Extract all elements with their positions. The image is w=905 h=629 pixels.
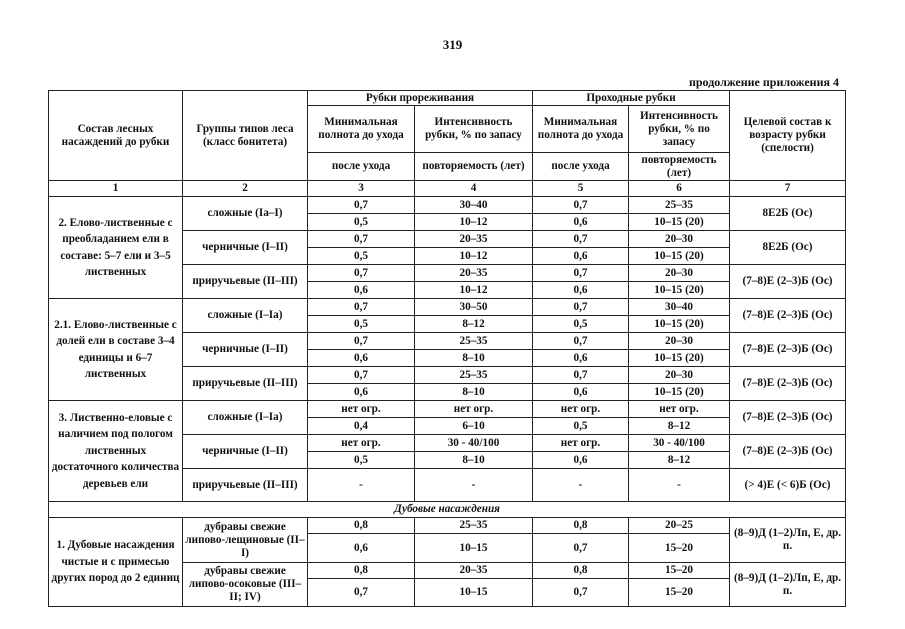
value-cell: 20–30 — [629, 367, 730, 384]
value-cell: 0,5 — [308, 214, 415, 231]
col-number: 2 — [183, 181, 308, 197]
value-cell: 0,6 — [308, 384, 415, 401]
value-cell: 20–30 — [629, 333, 730, 350]
col-number: 5 — [533, 181, 629, 197]
forest-type-cell: дубравы свежие липово-лещиновые (II–I) — [183, 518, 308, 563]
value-cell: - — [415, 469, 533, 502]
target-cell: (7–8)Е (2–3)Б (Ос) — [730, 435, 846, 469]
value-cell: 0,6 — [308, 282, 415, 299]
value-cell: 10–15 (20) — [629, 248, 730, 265]
value-cell: 10–15 — [415, 579, 533, 607]
value-cell: 25–35 — [415, 333, 533, 350]
value-cell: 25–35 — [415, 518, 533, 534]
value-cell: 0,7 — [533, 367, 629, 384]
value-cell: 20–35 — [415, 563, 533, 579]
value-cell: 8–12 — [629, 452, 730, 469]
target-cell: (7–8)Е (2–3)Б (Ос) — [730, 367, 846, 401]
target-cell: (8–9)Д (1–2)Лп, Е, др. п. — [730, 518, 846, 563]
forest-type-cell: приручьевые (II–III) — [183, 367, 308, 401]
value-cell: нет огр. — [533, 435, 629, 452]
composition-cell: 2.1. Елово-лиственные с долей ели в составе 3–4 единицы и 6–7 лиственных — [49, 299, 183, 401]
value-cell: 0,8 — [308, 518, 415, 534]
value-cell: 10–15 (20) — [629, 214, 730, 231]
value-cell: 8–10 — [415, 350, 533, 367]
value-cell: 15–20 — [629, 534, 730, 563]
forest-care-table — [48, 90, 846, 607]
value-cell: 30 - 40/100 — [629, 435, 730, 452]
value-cell: 10–15 (20) — [629, 384, 730, 401]
target-cell: (7–8)Е (2–3)Б (Ос) — [730, 401, 846, 435]
value-cell: 0,7 — [308, 265, 415, 282]
value-cell: 20–35 — [415, 265, 533, 282]
value-cell: 0,7 — [533, 579, 629, 607]
value-cell: 0,7 — [308, 197, 415, 214]
value-cell: 30–50 — [415, 299, 533, 316]
header-forest-groups: Группы типов леса (класс бонитета) — [183, 91, 308, 181]
forest-type-cell: дубравы свежие липово-осоковые (III–II; IV) — [183, 563, 308, 607]
value-cell: 0,7 — [308, 579, 415, 607]
value-cell: 6–10 — [415, 418, 533, 435]
value-cell: - — [629, 469, 730, 502]
value-cell: 0,5 — [308, 248, 415, 265]
composition-cell: 1. Дубовые насаждения чистые и с примесью других пород до 2 единиц — [49, 518, 183, 607]
forest-type-cell: сложные (Ia–I) — [183, 197, 308, 231]
value-cell: 30–40 — [629, 299, 730, 316]
value-cell: 0,8 — [533, 518, 629, 534]
value-cell: 0,5 — [308, 316, 415, 333]
forest-type-cell: сложные (I–Ia) — [183, 401, 308, 435]
value-cell: 0,8 — [533, 563, 629, 579]
header-intensity: Интенсивность рубки, % по запасу — [415, 106, 533, 153]
value-cell: 30 - 40/100 — [415, 435, 533, 452]
value-cell: 0,7 — [533, 197, 629, 214]
header-intensity: Интенсивность рубки, % по запасу — [629, 106, 730, 153]
value-cell: 0,5 — [533, 316, 629, 333]
value-cell: 20–35 — [415, 231, 533, 248]
section-title: Дубовые насаждения — [49, 502, 846, 518]
header-passing: Проходные рубки — [533, 91, 730, 106]
value-cell: 10–12 — [415, 282, 533, 299]
header-min-density: Минимальная полнота до ухода — [308, 106, 415, 153]
value-cell: 0,6 — [308, 534, 415, 563]
target-cell: (> 4)Е (< 6)Б (Ос) — [730, 469, 846, 502]
value-cell: 8–12 — [629, 418, 730, 435]
value-cell: 0,7 — [533, 265, 629, 282]
value-cell: нет огр. — [415, 401, 533, 418]
value-cell: 8–10 — [415, 452, 533, 469]
value-cell: 0,6 — [533, 384, 629, 401]
value-cell: 0,7 — [533, 534, 629, 563]
value-cell: 0,6 — [308, 350, 415, 367]
value-cell: нет огр. — [629, 401, 730, 418]
value-cell: 0,4 — [308, 418, 415, 435]
target-cell: 8Е2Б (Ос) — [730, 197, 846, 231]
value-cell: 10–15 (20) — [629, 316, 730, 333]
value-cell: 0,8 — [308, 563, 415, 579]
forest-type-cell: черничные (I–II) — [183, 231, 308, 265]
header-min-density: Минимальная полнота до ухода — [533, 106, 629, 153]
value-cell: 10–15 (20) — [629, 350, 730, 367]
value-cell: 0,7 — [308, 333, 415, 350]
value-cell: 30–40 — [415, 197, 533, 214]
composition-cell: 3. Лиственно-еловые с наличием под пологом лиственных достаточного количества деревьев ели — [49, 401, 183, 502]
value-cell: 0,6 — [533, 214, 629, 231]
col-number: 4 — [415, 181, 533, 197]
target-cell: 8Е2Б (Ос) — [730, 231, 846, 265]
header-repeat: повторяемость (лет) — [629, 153, 730, 181]
value-cell: 0,5 — [308, 452, 415, 469]
value-cell: 10–15 — [415, 534, 533, 563]
value-cell: 20–30 — [629, 231, 730, 248]
value-cell: 0,6 — [533, 452, 629, 469]
value-cell: 10–12 — [415, 248, 533, 265]
value-cell: 0,6 — [533, 248, 629, 265]
value-cell: 8–12 — [415, 316, 533, 333]
value-cell: 20–30 — [629, 265, 730, 282]
value-cell: нет огр. — [308, 401, 415, 418]
value-cell: 25–35 — [415, 367, 533, 384]
col-number: 3 — [308, 181, 415, 197]
forest-type-cell: черничные (I–II) — [183, 435, 308, 469]
value-cell: 0,6 — [533, 282, 629, 299]
composition-cell: 2. Елово-лиственные с преобладанием ели в составе: 5–7 ели и 3–5 лиственных — [49, 197, 183, 299]
page-number: 319 — [442, 37, 463, 52]
target-cell: (7–8)Е (2–3)Б (Ос) — [730, 333, 846, 367]
value-cell: 0,5 — [533, 418, 629, 435]
value-cell: 0,7 — [533, 299, 629, 316]
value-cell: - — [308, 469, 415, 502]
continuation-note: продолжение приложения 4 — [688, 75, 839, 89]
forest-type-cell: черничные (I–II) — [183, 333, 308, 367]
value-cell: нет огр. — [533, 401, 629, 418]
value-cell: - — [533, 469, 629, 502]
header-repeat: повторяемость (лет) — [415, 153, 533, 181]
value-cell: 15–20 — [629, 563, 730, 579]
value-cell: 0,7 — [308, 367, 415, 384]
value-cell: нет огр. — [308, 435, 415, 452]
header-target: Целевой состав к возрасту рубки (спелости) — [730, 91, 846, 181]
header-composition: Состав лесных насаждений до рубки — [49, 91, 183, 181]
col-number: 1 — [49, 181, 183, 197]
value-cell: 8–10 — [415, 384, 533, 401]
value-cell: 15–20 — [629, 579, 730, 607]
col-number: 6 — [629, 181, 730, 197]
value-cell: 0,7 — [308, 299, 415, 316]
forest-type-cell: приручьевые (II–III) — [183, 265, 308, 299]
value-cell: 0,7 — [533, 231, 629, 248]
value-cell: 0,7 — [533, 333, 629, 350]
forest-type-cell: приручьевые (II–III) — [183, 469, 308, 502]
value-cell: 20–25 — [629, 518, 730, 534]
value-cell: 10–12 — [415, 214, 533, 231]
forest-type-cell: сложные (I–Ia) — [183, 299, 308, 333]
header-after-care: после ухода — [533, 153, 629, 181]
col-number: 7 — [730, 181, 846, 197]
value-cell: 0,6 — [533, 350, 629, 367]
header-thinning: Рубки прореживания — [308, 91, 533, 106]
target-cell: (7–8)Е (2–3)Б (Ос) — [730, 265, 846, 299]
value-cell: 25–35 — [629, 197, 730, 214]
value-cell: 10–15 (20) — [629, 282, 730, 299]
target-cell: (8–9)Д (1–2)Лп, Е, др. п. — [730, 563, 846, 607]
header-after-care: после ухода — [308, 153, 415, 181]
target-cell: (7–8)Е (2–3)Б (Ос) — [730, 299, 846, 333]
value-cell: 0,7 — [308, 231, 415, 248]
